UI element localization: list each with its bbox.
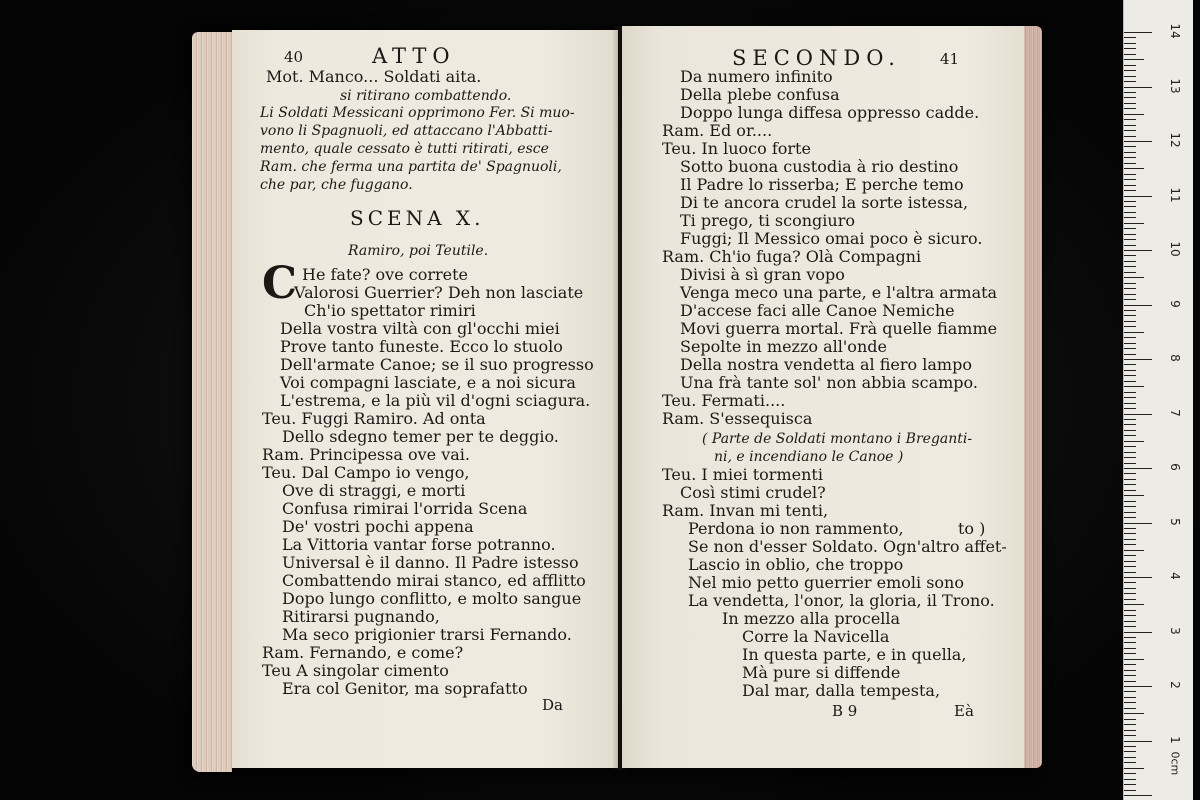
speaker-line: Ram. Ed or.... [662,121,773,140]
ruler-tick [1124,168,1144,169]
ruler-tick [1124,675,1136,676]
ruler-tick [1124,550,1144,551]
speaker-line: Teu. Fermati.... [662,391,786,410]
ruler-tick [1124,435,1136,436]
ruler-tick [1124,43,1136,44]
page-number: 41 [940,50,960,68]
aria-line: Mà pure si diffende [742,663,901,682]
ruler-tick [1124,375,1136,376]
speaker-line: Ram. Ch'io fuga? Olà Compagni [662,247,922,266]
ruler-tick [1124,610,1136,611]
ruler-tick [1124,735,1136,736]
ruler-number: 12 [1168,132,1182,148]
verse-line: Sotto buona custodia à rio destino [680,157,959,176]
ruler-tick [1124,392,1136,393]
ruler-number: 10 [1168,241,1182,257]
ruler-number: 5 [1168,517,1182,526]
ruler-number: 11 [1168,186,1182,203]
ruler-tick [1124,245,1136,246]
verse-line: L'estrema, e la più vil d'ogni sciagura. [280,391,591,410]
verse-line: Combattendo mirai stanco, ed afflitto [282,571,586,590]
ruler-number: 6 [1168,463,1182,471]
ruler-tick [1124,566,1136,567]
ruler-tick [1124,114,1144,115]
ruler-tick [1124,593,1136,594]
ruler-tick [1124,364,1136,365]
verse-line: Il Padre lo risserba; E perche temo [680,175,964,194]
ruler-number: 4 [1168,572,1182,580]
verse-line: Dopo lungo conflitto, e molto sangue [282,589,582,608]
verse-line: La Vittoria vantar forse potranno. [282,535,556,554]
verse-line: Ma seco prigionier trarsi Fernando. [282,625,572,644]
right-page [622,26,1024,768]
ruler-tick [1124,130,1136,131]
ruler-tick [1124,163,1136,164]
ruler-tick [1124,217,1136,218]
ruler-tick [1124,196,1152,197]
running-head: SECONDO. [732,46,901,70]
ruler-tick [1124,70,1136,71]
ruler-tick [1124,506,1136,507]
characters-line: Ramiro, poi Teutile. [348,243,489,259]
ruler-tick [1124,702,1136,703]
ruler-tick [1124,468,1152,469]
stage-direction: vono li Spagnuoli, ed attaccano l'Abbatti- [260,123,553,139]
verse-line: Doppo lunga diffesa oppresso cadde. [680,103,980,122]
ruler-tick [1124,539,1136,540]
verse-line: Perdona io non rammento, [688,519,904,538]
speaker-line: Teu A singolar cimento [262,661,449,680]
ruler-tick [1124,599,1136,600]
speaker-line: Teu. Dal Campo io vengo, [262,463,470,482]
ruler-tick [1124,670,1136,671]
ruler-tick [1124,206,1136,207]
ruler-tick [1124,681,1136,682]
ruler-tick [1124,212,1136,213]
text-line: Mot. Manco... Soldati aita. [266,67,482,86]
verse-line: Movi guerra mortal. Frà quelle fiamme [680,319,998,338]
ruler-tick [1124,452,1136,453]
stage-direction: mento, quale cessato è tutti ritirati, esce [260,141,549,157]
ruler-tick [1124,642,1136,643]
ruler-tick [1124,381,1136,382]
ruler-tick [1124,473,1136,474]
ruler-tick [1124,501,1136,502]
ruler-tick [1124,146,1136,147]
ruler-tick [1124,261,1136,262]
aria-line: Corre la Navicella [742,627,890,646]
stage-direction: Li Soldati Messicani opprimono Fer. Si muo- [260,105,575,121]
catchword: Eà [954,702,974,720]
verse-line: Ch'io spettator rimiri [304,301,476,320]
ruler-tick [1124,277,1144,278]
ruler-tick [1124,746,1136,747]
ruler-tick [1124,441,1144,442]
ruler-tick [1124,326,1136,327]
ruler-tick [1124,294,1136,295]
scene-heading: SCENA X. [350,206,485,230]
ruler-tick [1124,533,1136,534]
ruler-tick [1124,32,1152,33]
ruler-tick [1124,92,1136,93]
ruler-tick [1124,561,1136,562]
ruler-tick [1124,239,1136,240]
ruler-tick [1124,305,1152,306]
ruler-number: 2 [1168,681,1182,689]
verse-line: Prove tanto funeste. Ecco lo stuolo [280,337,563,356]
ruler-tick [1124,283,1136,284]
ruler-tick [1124,234,1136,235]
speaker-line: Ram. Principessa ove vai. [262,445,470,464]
ruler-tick [1124,185,1136,186]
signature-mark: B 9 [832,702,858,720]
ruler-number: 1 [1168,735,1182,744]
verse-turnover: to ) [958,519,986,538]
ruler-tick [1124,751,1136,752]
ruler-tick [1124,588,1136,589]
ruler-tick [1124,119,1136,120]
ruler-tick [1124,615,1136,616]
ruler-number: 7 [1168,408,1182,417]
verse-line: Così stimi crudel? [680,483,826,502]
ruler-tick [1124,174,1136,175]
ruler-tick [1124,686,1152,687]
ruler-tick [1124,528,1136,529]
verse-line: Lascio in oblio, che troppo [688,555,904,574]
ruler-tick [1124,664,1136,665]
aria-line: In mezzo alla procella [722,609,901,628]
speaker-line: Ram. S'essequisca [662,409,813,428]
ruler-tick [1124,495,1144,496]
running-head: ATTO [372,44,456,68]
ruler-tick [1124,190,1136,191]
ruler-tick [1124,762,1136,763]
ruler-tick [1124,370,1136,371]
aria-line: In questa parte, e in quella, [742,645,967,664]
drop-cap: C [262,258,298,309]
ruler-unit-label: 0cm [1168,751,1182,776]
ruler-tick [1124,141,1152,142]
ruler-tick [1124,697,1136,698]
stage-direction: che par, che fuggano. [260,177,413,193]
ruler-tick [1124,157,1136,158]
ruler-tick [1124,359,1152,360]
verse-line: Ti prego, ti scongiuro [680,211,855,230]
ruler-tick [1124,337,1136,338]
verse-line: Nel mio petto guerrier emoli sono [688,573,964,592]
ruler-tick [1124,223,1144,224]
ruler-tick [1124,621,1136,622]
ruler-tick [1124,48,1136,49]
speaker-line: Teu. In luoco forte [662,139,811,158]
stage-direction: ( Parte de Soldati montano i Breganti- [702,431,973,447]
ruler-number: 8 [1168,354,1182,362]
verse-line: Ove di straggi, e morti [282,481,466,500]
speaker-line: Teu. I miei tormenti [662,465,823,484]
ruler-tick [1124,653,1136,654]
left-page [232,30,618,768]
catchword: Da [542,696,563,714]
ruler-tick [1124,343,1136,344]
ruler-tick [1124,446,1136,447]
ruler-tick [1124,572,1136,573]
ruler-tick [1124,648,1136,649]
ruler-tick [1124,310,1136,311]
page-number: 40 [284,48,304,66]
verse-line: Dell'armate Canoe; se il suo progresso [280,355,594,374]
verse-line: Dello sdegno temer per te deggio. [282,427,559,446]
ruler-number: 14 [1168,23,1182,39]
ruler-tick [1124,272,1136,273]
ruler-tick [1124,512,1136,513]
ruler-tick [1124,103,1136,104]
ruler-tick [1124,632,1152,633]
ruler-tick [1124,81,1136,82]
ruler-tick [1124,419,1136,420]
ruler-tick [1124,768,1144,769]
ruler-tick [1124,255,1136,256]
ruler-tick [1124,604,1144,605]
verse-line: Da numero infinito [680,67,833,86]
ruler-tick [1124,691,1136,692]
verse-line: Della nostra vendetta al fiero lampo [680,355,972,374]
ruler-tick [1124,582,1136,583]
verse-line: La vendetta, l'onor, la gloria, il Trono. [688,591,995,610]
ruler-tick [1124,490,1136,491]
right-page-stack-edge [1024,26,1042,768]
ruler-tick [1124,179,1136,180]
ruler-tick [1124,424,1136,425]
ruler-tick [1124,59,1144,60]
ruler-tick [1124,136,1136,137]
ruler-tick [1124,555,1136,556]
verse-line: Di te ancora crudel la sorte istessa, [680,193,969,212]
verse-line: Divisi à sì gran vopo [680,265,845,284]
ruler-tick [1124,332,1144,333]
ruler-tick [1124,266,1136,267]
ruler-tick [1124,228,1136,229]
ruler-number: 9 [1168,299,1182,308]
ruler-tick [1124,773,1136,774]
ruler-tick [1124,315,1136,316]
measurement-ruler [1123,0,1193,800]
aria-line: Dal mar, dalla tempesta, [742,681,941,700]
verse-line: Una frà tante sol' non abbia scampo. [680,373,978,392]
verse-line: Se non d'esser Soldato. Ogn'altro affet- [688,537,1007,556]
verse-line: Universal è il danno. Il Padre istesso [282,553,579,572]
left-page-stack-edge [192,32,232,772]
verse-line: Della vostra viltà con gl'occhi miei [280,319,560,338]
ruler-tick [1124,125,1136,126]
speaker-line: Teu. Fuggi Ramiro. Ad onta [262,409,486,428]
verse-line: Confusa rimirai l'orrida Scena [282,499,528,518]
ruler-tick [1124,713,1144,714]
ruler-tick [1124,719,1136,720]
ruler-tick [1124,724,1136,725]
ruler-tick [1124,430,1136,431]
ruler-tick [1124,250,1152,251]
ruler-tick [1124,544,1136,545]
ruler-tick [1124,708,1136,709]
ruler-tick [1124,54,1136,55]
verse-line: Sepolte in mezzo all'onde [680,337,887,356]
ruler-tick [1124,784,1136,785]
ruler-tick [1124,795,1152,796]
ruler-tick [1124,741,1152,742]
stage-direction: si ritirano combattendo. [340,88,512,104]
ruler-tick [1124,626,1136,627]
verse-line: D'accese faci alle Canoe Nemiche [680,301,955,320]
ruler-tick [1124,65,1136,66]
ruler-tick [1124,201,1136,202]
verse-line: Era col Genitor, ma soprafatto [282,679,528,698]
verse-line: Voi compagni lasciate, e a noi sicura [280,373,576,392]
ruler-tick [1124,321,1136,322]
ruler-tick [1124,403,1136,404]
verse-line: Valorosi Guerrier? Deh non lasciate [294,283,584,302]
speaker-line: Ram. Invan mi tenti, [662,501,829,520]
ruler-tick [1124,299,1136,300]
speaker-line: Ram. Fernando, e come? [262,643,464,662]
verse-line: He fate? ove correte [302,265,469,284]
ruler-tick [1124,463,1136,464]
ruler-tick [1124,108,1136,109]
ruler-number: 13 [1168,77,1182,94]
ruler-tick [1124,577,1152,578]
ruler-tick [1124,659,1144,660]
stage-direction: Ram. che ferma una partita de' Spagnuoli, [260,159,562,175]
verse-line: Venga meco una parte, e l'altra armata [680,283,998,302]
ruler-tick [1124,523,1152,524]
ruler-tick [1124,517,1136,518]
ruler-tick [1124,97,1136,98]
ruler-tick [1124,408,1136,409]
ruler-tick [1124,397,1136,398]
ruler-tick [1124,790,1136,791]
ruler-tick [1124,779,1136,780]
verse-line: De' vostri pochi appena [282,517,474,536]
verse-line: Della plebe confusa [680,85,840,104]
ruler-tick [1124,457,1136,458]
stage-direction: ni, e incendiano le Canoe ) [714,449,904,465]
ruler-tick [1124,757,1136,758]
ruler-tick [1124,37,1136,38]
ruler-tick [1124,637,1136,638]
ruler-tick [1124,414,1152,415]
verse-line: Fuggi; Il Messico omai poco è sicuro. [680,229,983,248]
ruler-tick [1124,76,1136,77]
ruler-tick [1124,484,1136,485]
ruler-tick [1124,354,1136,355]
ruler-tick [1124,152,1136,153]
ruler-number: 3 [1168,626,1182,635]
verse-line: Ritirarsi pugnando, [282,607,440,626]
ruler-tick [1124,348,1136,349]
ruler-tick [1124,386,1144,387]
ruler-tick [1124,730,1136,731]
ruler-tick [1124,87,1152,88]
ruler-tick [1124,479,1136,480]
ruler-tick [1124,288,1136,289]
